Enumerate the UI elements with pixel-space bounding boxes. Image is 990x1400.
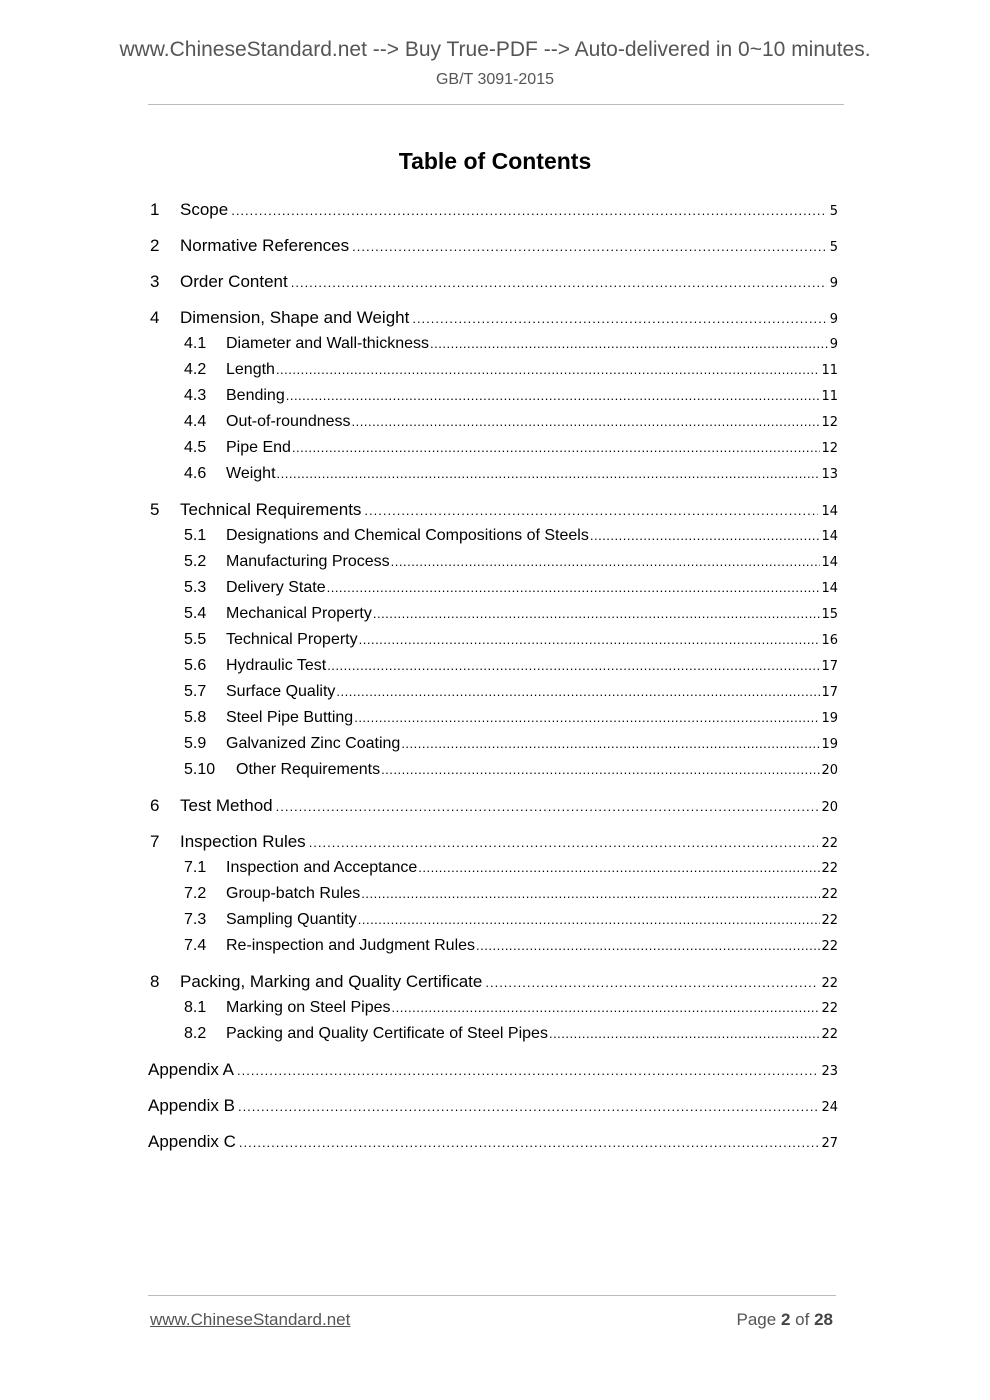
toc-leader-dots — [238, 1094, 819, 1120]
toc-entry[interactable] — [148, 383, 838, 409]
toc-entry[interactable] — [148, 933, 838, 959]
toc-leader-dots — [276, 357, 821, 383]
toc-entry[interactable] — [148, 523, 838, 549]
toc-leader-dots — [590, 523, 821, 549]
toc-entry-label: Technical Property — [226, 631, 358, 648]
toc-entry-number: 4.1 — [184, 335, 207, 352]
table-of-contents — [148, 197, 838, 1155]
toc-entry-page: 20 — [821, 800, 838, 815]
toc-entry-label: Galvanized Zinc Coating — [226, 735, 401, 752]
page-title: Table of Contents — [398, 148, 592, 174]
toc-entry-label: Steel Pipe Butting — [226, 709, 354, 726]
toc-entry-label: Hydraulic Test — [226, 657, 327, 674]
toc-entry-number: 7.3 — [184, 911, 207, 928]
toc-entry[interactable] — [148, 653, 838, 679]
toc-leader-dots — [286, 383, 821, 409]
toc-entry-page: 23 — [821, 1064, 838, 1079]
toc-leader-dots — [412, 306, 826, 332]
toc-entry-number: 3 — [150, 272, 160, 291]
toc-entry-page: 5 — [829, 240, 838, 255]
toc-entry-label: Surface Quality — [226, 683, 336, 700]
toc-leader-dots — [237, 1058, 818, 1084]
toc-entry-page: 11 — [821, 389, 838, 404]
toc-entry-number: 5.9 — [184, 735, 207, 752]
toc-entry-page: 17 — [821, 685, 838, 700]
toc-entry-label: Packing and Quality Certificate of Steel Pipes — [226, 1025, 548, 1042]
toc-leader-dots — [391, 549, 821, 575]
toc-entry-number: 5.2 — [184, 553, 207, 570]
toc-leader-dots — [352, 234, 827, 260]
toc-entry-label: Scope — [180, 200, 229, 219]
toc-entry-page: 24 — [821, 1100, 838, 1115]
toc-entry-label: Re-inspection and Judgment Rules — [226, 937, 476, 954]
toc-entry-label: Designations and Chemical Compositions of Steels — [226, 527, 589, 544]
toc-leader-dots — [352, 409, 821, 435]
toc-entry-page: 11 — [821, 363, 838, 378]
toc-entry-page: 22 — [821, 939, 838, 954]
toc-leader-dots — [276, 794, 819, 820]
toc-leader-dots — [476, 933, 820, 959]
toc-entry[interactable] — [148, 757, 838, 783]
toc-entry[interactable] — [148, 731, 838, 757]
toc-entry-label: Order Content — [180, 272, 288, 291]
toc-entry-label: Dimension, Shape and Weight — [180, 308, 410, 327]
toc-entry[interactable] — [148, 1129, 838, 1155]
toc-leader-dots — [430, 331, 829, 357]
toc-entry-label: Group-batch Rules — [226, 885, 361, 902]
toc-entry[interactable] — [148, 461, 838, 487]
toc-entry-number: 2 — [150, 236, 160, 255]
toc-entry[interactable] — [148, 995, 838, 1021]
toc-entry-page: 19 — [821, 737, 838, 752]
toc-entry-page: 14 — [821, 555, 838, 570]
toc-leader-dots — [231, 198, 827, 224]
toc-entry-label: Test Method — [180, 796, 273, 815]
page-prefix: Page — [736, 1310, 777, 1329]
toc-leader-dots — [359, 627, 821, 653]
standard-code: GB/T 3091-2015 — [435, 71, 554, 88]
toc-leader-dots — [401, 731, 820, 757]
toc-entry-number: 1 — [150, 200, 160, 219]
toc-entry-number: 4 — [150, 308, 160, 327]
toc-entry[interactable] — [148, 1093, 838, 1119]
toc-entry[interactable] — [148, 269, 838, 295]
toc-entry-label: Inspection Rules — [180, 832, 306, 851]
toc-entry-page: 20 — [821, 763, 838, 778]
toc-entry-label: Other Requirements — [236, 761, 381, 778]
toc-entry-page: 14 — [821, 529, 838, 544]
toc-entry-label: Out-of-roundness — [226, 413, 351, 430]
toc-entry[interactable] — [148, 679, 838, 705]
toc-entry-label: Marking on Steel Pipes — [226, 999, 391, 1016]
toc-entry[interactable] — [148, 627, 838, 653]
toc-entry-page: 19 — [821, 711, 838, 726]
header-divider — [148, 104, 844, 105]
toc-entry[interactable] — [148, 549, 838, 575]
toc-entry-number: 5 — [150, 500, 160, 519]
toc-entry-number: 5.5 — [184, 631, 207, 648]
toc-entry[interactable] — [148, 1057, 838, 1083]
toc-entry-number: 7 — [150, 832, 160, 851]
toc-entry-label: Technical Requirements — [180, 500, 362, 519]
toc-entry-number: 6 — [150, 796, 160, 815]
toc-leader-dots — [381, 757, 820, 783]
toc-entry-page: 22 — [821, 887, 838, 902]
toc-entry-label: Manufacturing Process — [226, 553, 390, 570]
toc-entry-number: 5.4 — [184, 605, 207, 622]
footer-divider — [148, 1295, 836, 1296]
toc-leader-dots — [327, 575, 821, 601]
toc-entry[interactable] — [148, 331, 838, 357]
toc-entry[interactable] — [148, 829, 838, 855]
current-page: 2 — [780, 1310, 791, 1329]
toc-leader-dots — [364, 498, 818, 524]
toc-entry-page: 27 — [821, 1136, 838, 1151]
toc-entry-page: 9 — [829, 337, 838, 352]
toc-entry-label: Appendix C — [148, 1132, 236, 1151]
toc-leader-dots — [549, 1021, 821, 1047]
toc-entry-number: 4.3 — [184, 387, 207, 404]
toc-entry[interactable] — [148, 601, 838, 627]
toc-entry-page: 12 — [821, 415, 838, 430]
toc-entry-number: 4.6 — [184, 465, 207, 482]
toc-entry-page: 9 — [829, 276, 838, 291]
footer-website-link[interactable]: www.ChineseStandard.net — [150, 1310, 351, 1329]
toc-entry-page: 16 — [821, 633, 838, 648]
toc-entry[interactable] — [148, 705, 838, 731]
toc-entry-page: 17 — [821, 659, 838, 674]
toc-entry[interactable] — [148, 855, 838, 881]
toc-entry-label: Length — [226, 361, 275, 378]
toc-entry-number: 8.1 — [184, 999, 207, 1016]
toc-entry[interactable] — [148, 409, 838, 435]
toc-entry-number: 5.10 — [184, 761, 216, 778]
toc-leader-dots — [292, 435, 821, 461]
header-banner: www.ChineseStandard.net --> Buy True-PDF --> Auto-delivered in 0~10 minutes. — [119, 38, 871, 61]
toc-entry-number: 7.1 — [184, 859, 207, 876]
toc-entry-label: Appendix B — [148, 1096, 235, 1115]
toc-entry-page: 22 — [821, 1001, 838, 1016]
toc-leader-dots — [392, 995, 821, 1021]
toc-entry[interactable] — [148, 1021, 838, 1047]
toc-entry[interactable] — [148, 497, 838, 523]
toc-entry-label: Inspection and Acceptance — [226, 859, 418, 876]
toc-entry[interactable] — [148, 575, 838, 601]
toc-entry-page: 12 — [821, 441, 838, 456]
toc-entry-number: 8 — [150, 972, 160, 991]
toc-leader-dots — [309, 830, 819, 856]
toc-entry-number: 7.4 — [184, 937, 207, 954]
toc-entry[interactable] — [148, 357, 838, 383]
toc-entry-label: Delivery State — [226, 579, 326, 596]
toc-entry-label: Mechanical Property — [226, 605, 372, 622]
toc-entry-label: Normative References — [180, 236, 350, 255]
toc-leader-dots — [336, 679, 820, 705]
toc-leader-dots — [361, 881, 820, 907]
toc-entry-number: 4.5 — [184, 439, 207, 456]
toc-entry-number: 5.8 — [184, 709, 207, 726]
toc-entry[interactable] — [148, 793, 838, 819]
toc-entry-page: 22 — [821, 861, 838, 876]
toc-entry[interactable] — [148, 233, 838, 259]
toc-entry-number: 5.1 — [184, 527, 207, 544]
toc-leader-dots — [291, 270, 827, 296]
toc-entry-page: 14 — [821, 581, 838, 596]
toc-leader-dots — [358, 907, 821, 933]
toc-entry-number: 5.7 — [184, 683, 207, 700]
toc-entry[interactable] — [148, 197, 838, 223]
toc-entry-page: 9 — [829, 312, 838, 327]
toc-entry-page: 15 — [821, 607, 838, 622]
total-pages: 28 — [814, 1310, 833, 1329]
toc-entry-label: Bending — [226, 387, 285, 404]
toc-entry-label: Packing, Marking and Quality Certificate — [180, 972, 483, 991]
toc-leader-dots — [373, 601, 821, 627]
toc-leader-dots — [239, 1130, 819, 1156]
toc-leader-dots — [485, 970, 818, 996]
toc-entry-page: 22 — [821, 1027, 838, 1042]
toc-entry[interactable] — [148, 881, 838, 907]
toc-entry-number: 4.2 — [184, 361, 207, 378]
toc-entry[interactable] — [148, 435, 838, 461]
toc-leader-dots — [354, 705, 820, 731]
toc-entry-number: 5.6 — [184, 657, 207, 674]
toc-leader-dots — [327, 653, 820, 679]
toc-entry[interactable] — [148, 907, 838, 933]
toc-entry-page: 14 — [821, 504, 838, 519]
toc-entry-label: Appendix A — [148, 1060, 235, 1079]
page-indicator — [737, 1310, 833, 1330]
toc-leader-dots — [277, 461, 821, 487]
toc-entry-label: Diameter and Wall-thickness — [226, 335, 430, 352]
toc-entry[interactable] — [148, 969, 838, 995]
toc-entry-number: 5.3 — [184, 579, 207, 596]
toc-entry-page: 22 — [821, 976, 838, 991]
toc-entry-page: 22 — [821, 913, 838, 928]
toc-entry-number: 7.2 — [184, 885, 207, 902]
toc-entry-page: 13 — [821, 467, 838, 482]
toc-entry-number: 4.4 — [184, 413, 207, 430]
toc-entry-page: 22 — [821, 836, 838, 851]
toc-entry-label: Weight — [226, 465, 276, 482]
toc-entry-label: Sampling Quantity — [226, 911, 357, 928]
toc-leader-dots — [418, 855, 820, 881]
toc-entry[interactable] — [148, 305, 838, 331]
toc-entry-label: Pipe End — [226, 439, 291, 456]
page-of: of — [795, 1310, 810, 1329]
toc-entry-page: 5 — [829, 204, 838, 219]
toc-entry-number: 8.2 — [184, 1025, 207, 1042]
